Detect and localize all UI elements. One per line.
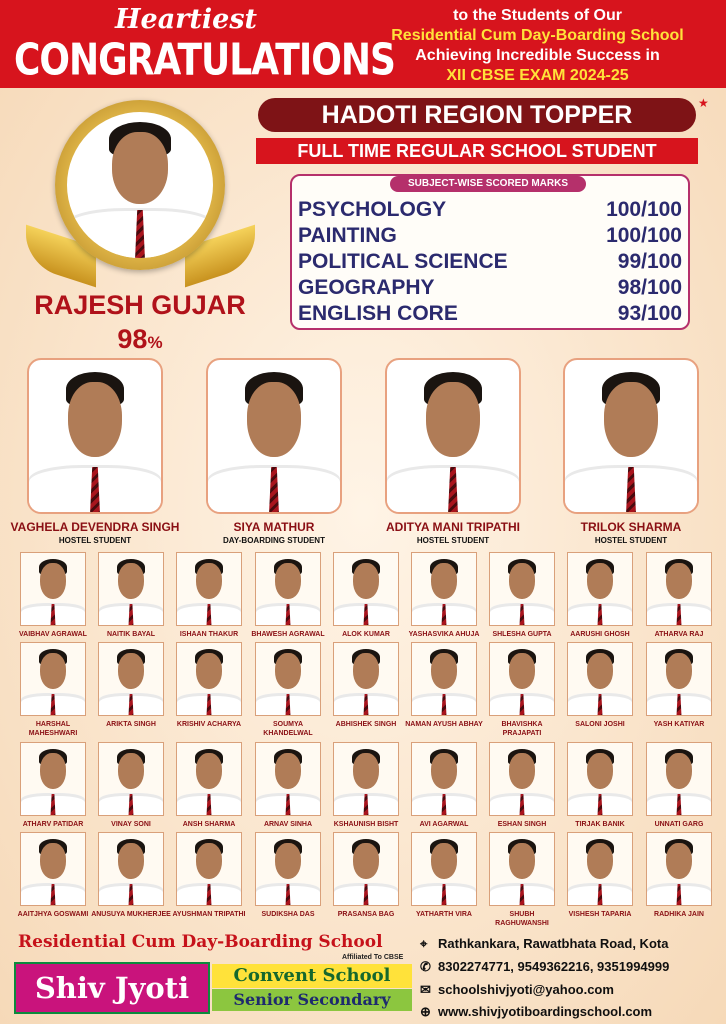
featured-student-photo	[27, 358, 163, 514]
topper-photo	[67, 112, 213, 258]
student-photo	[20, 742, 86, 816]
region-topper-banner: HADOTI REGION TOPPER	[258, 98, 696, 132]
subject-score: 99/100	[617, 250, 682, 273]
marks-heading: SUBJECT-WISE SCORED MARKS	[390, 176, 586, 192]
convent-school-label: Convent School	[212, 964, 412, 988]
topper-percentage	[90, 324, 190, 355]
student-photo	[98, 552, 164, 626]
featured-student-name: SIYA MATHUR	[233, 520, 315, 534]
topper-percent-sign: %	[147, 333, 163, 352]
student-photo	[489, 832, 555, 906]
subject-score: 93/100	[617, 302, 682, 325]
student-name: UNNATI GARG	[654, 821, 704, 828]
student-name: SHUBH RAGHUWANSHI	[495, 911, 549, 927]
student-name: ABHISHEK SINGH	[335, 721, 397, 728]
subject-name: ENGLISH CORE	[298, 302, 458, 325]
student-photo	[98, 642, 164, 716]
featured-student-name: TRILOK SHARMA	[580, 520, 682, 534]
featured-student-photo	[385, 358, 521, 514]
student-photo	[176, 642, 242, 716]
student-photo	[489, 742, 555, 816]
student-name: VAIBHAV AGRAWAL	[19, 631, 87, 638]
student-name: BHAWESH AGRAWAL	[251, 631, 325, 638]
student-name: YASHASVIKA AHUJA	[408, 631, 480, 638]
student-name: KRISHIV ACHARYA	[176, 721, 242, 728]
subject-score: 98/100	[617, 276, 682, 299]
featured-student-photo	[563, 358, 699, 514]
student-photo	[567, 742, 633, 816]
student-name: ANUSUYA MUKHERJEE	[91, 911, 171, 918]
student-photo	[333, 552, 399, 626]
student-photo	[567, 552, 633, 626]
featured-student-type: HOSTEL STUDENT	[594, 536, 668, 545]
student-photo	[646, 832, 712, 906]
student-photo	[255, 832, 321, 906]
student-name: NAITIK BAYAL	[106, 631, 156, 638]
email-icon: ✉	[420, 982, 431, 997]
full-time-banner: FULL TIME REGULAR SCHOOL STUDENT	[256, 138, 698, 164]
header-banner	[0, 0, 726, 88]
student-photo	[255, 742, 321, 816]
featured-student-type: HOSTEL STUDENT	[416, 536, 490, 545]
student-name: YASH KATIYAR	[653, 721, 705, 728]
featured-student-type: HOSTEL STUDENT	[58, 536, 132, 545]
student-name: ALOK KUMAR	[342, 631, 390, 638]
student-photo	[255, 552, 321, 626]
student-name: VINAY SONI	[111, 821, 151, 828]
student-name: SOUMYA KHANDELWAL	[263, 721, 313, 737]
student-photo	[411, 832, 477, 906]
student-photo	[20, 642, 86, 716]
phone-text[interactable]: 8302274771, 9549362216, 9351994999	[438, 959, 670, 974]
senior-secondary-label: Senior Secondary	[212, 989, 412, 1011]
student-photo	[176, 552, 242, 626]
student-name: AAITJHYA GOSWAMI	[17, 911, 89, 918]
student-name: ARNAV SINHA	[263, 821, 313, 828]
congratulations-title: CONGRATULATIONS	[14, 36, 395, 86]
student-name: RADHIKA JAIN	[654, 911, 704, 918]
subject-name: POLITICAL SCIENCE	[298, 250, 508, 273]
featured-student-type: DAY-BOARDING STUDENT	[223, 536, 325, 545]
student-photo	[411, 742, 477, 816]
address-text: Rathkankara, Rawatbhata Road, Kota	[438, 936, 669, 951]
subject-score: 100/100	[606, 224, 682, 247]
student-name: YATHARTH VIRA	[415, 911, 472, 918]
website-link[interactable]: www.shivjyotiboardingschool.com	[438, 1004, 653, 1019]
student-photo	[98, 742, 164, 816]
student-photo	[176, 832, 242, 906]
student-name: NAMAN AYUSH ABHAY	[405, 721, 483, 728]
subject-name: PAINTING	[298, 224, 397, 247]
address-line	[420, 936, 720, 952]
student-name: HARSHAL MAHESHWARI	[28, 721, 78, 737]
topper-medal	[55, 100, 225, 270]
featured-student-photo	[206, 358, 342, 514]
student-photo	[411, 552, 477, 626]
topper-percent-value: 98	[117, 324, 148, 354]
student-name: SALONI JOSHI	[575, 721, 625, 728]
student-name: AYUSHMAN TRIPATHI	[172, 911, 246, 918]
student-photo	[646, 642, 712, 716]
student-name: BHAVISHKA PRAJAPATI	[501, 721, 543, 737]
header-line-1: to the Students of Our	[453, 7, 622, 24]
student-photo	[489, 552, 555, 626]
website-line	[420, 1004, 720, 1020]
student-name: ARIKTA SINGH	[106, 721, 156, 728]
student-photo	[20, 832, 86, 906]
email-line	[420, 982, 720, 998]
header-line-4: XII CBSE EXAM 2024-25	[446, 67, 629, 84]
student-name: AARUSHI GHOSH	[570, 631, 630, 638]
location-pin-icon: ⌖	[420, 936, 428, 951]
heartiest-text: Heartiest	[115, 4, 257, 35]
globe-icon: ⊕	[420, 1004, 431, 1019]
student-photo	[20, 552, 86, 626]
featured-student-name: ADITYA MANI TRIPATHI	[386, 520, 520, 534]
affiliation-text: Affiliated To CBSE	[342, 954, 404, 961]
subject-name: PSYCHOLOGY	[298, 198, 447, 221]
student-photo	[567, 642, 633, 716]
student-photo	[255, 642, 321, 716]
student-name: ESHAN SINGH	[497, 821, 547, 828]
student-photo	[98, 832, 164, 906]
student-photo	[333, 642, 399, 716]
student-photo	[646, 552, 712, 626]
student-photo	[646, 742, 712, 816]
student-photo	[567, 832, 633, 906]
student-name: SHLESHA GUPTA	[492, 631, 552, 638]
school-type-title: Residential Cum Day-Boarding School	[18, 932, 383, 952]
student-name: TIRJAK BANIK	[575, 821, 625, 828]
student-photo	[489, 642, 555, 716]
header-line-2: Residential Cum Day-Boarding School	[391, 27, 684, 44]
header-line-3: Achieving Incredible Success in	[415, 47, 660, 64]
student-name: ANSH SHARMA	[182, 821, 236, 828]
student-photo	[176, 742, 242, 816]
student-name: PRASANSA BAG	[337, 911, 395, 918]
header-message	[355, 6, 720, 86]
featured-student-name: VAGHELA DEVENDRA SINGH	[10, 520, 180, 534]
student-name: ISHAAN THAKUR	[179, 631, 239, 638]
subject-score: 100/100	[606, 198, 682, 221]
phone-icon: ✆	[420, 959, 431, 974]
phone-line	[420, 959, 720, 975]
star-icon: ★	[698, 96, 709, 110]
student-photo	[333, 742, 399, 816]
student-photo	[411, 642, 477, 716]
topper-name: RAJESH GUJAR	[34, 290, 246, 320]
student-name: ATHARV PATIDAR	[22, 821, 84, 828]
student-name: AVI AGARWAL	[419, 821, 469, 828]
student-photo	[333, 832, 399, 906]
email-link[interactable]: schoolshivjyoti@yahoo.com	[438, 982, 614, 997]
subject-name: GEOGRAPHY	[298, 276, 435, 299]
student-name: KSHAUNISH BISHT	[333, 821, 399, 828]
student-name: SUDIKSHA DAS	[261, 911, 315, 918]
student-name: ATHARVA RAJ	[654, 631, 704, 638]
school-logo-brand: Shiv Jyoti	[14, 962, 210, 1014]
student-name: VISHESH TAPARIA	[568, 911, 632, 918]
